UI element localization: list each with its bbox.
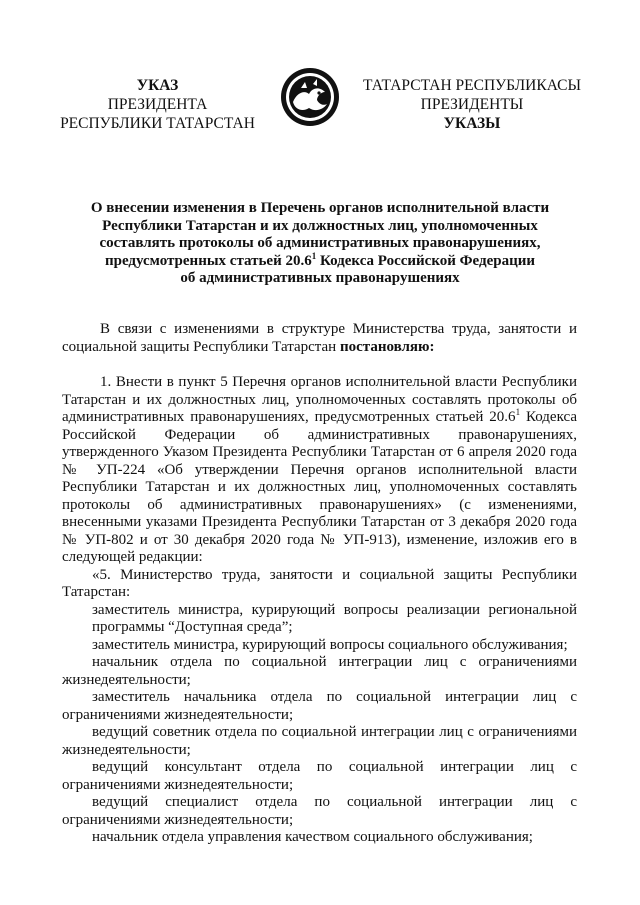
- item-1-paragraph: [62, 374, 577, 567]
- header-right-line-3: УКАЗЫ: [443, 115, 501, 132]
- title-line-5: об административных правонарушениях: [180, 270, 460, 286]
- header-left: [55, 76, 260, 133]
- header-left-line-1: УКАЗ: [136, 77, 179, 94]
- list-item-5: ведущий советник отдела по социальной интеграции лиц с ограничениями жизнедеятельности;: [62, 724, 577, 758]
- list-item-4: заместитель начальника отдела по социальной интеграции лиц с ограничениями жизнедеятельности;: [62, 689, 577, 723]
- intro-text: В связи с изменениями в структуре Министерства труда, занятости и социальной защиты Республики Татарстан: [62, 321, 577, 355]
- header-left-line-2: ПРЕЗИДЕНТА: [107, 96, 208, 113]
- list-item-6: ведущий консультант отдела по социальной интеграции лиц с ограничениями жизнедеятельности;: [62, 759, 577, 793]
- intro-paragraph: [62, 321, 577, 356]
- header-right-line-2: ПРЕЗИДЕНТЫ: [420, 96, 524, 113]
- title-line-3: составлять протоколы об административных правонарушениях,: [99, 235, 541, 251]
- header-left-line-3: РЕСПУБЛИКИ ТАТАРСТАН: [60, 115, 255, 132]
- list-item-8: начальник отдела управления качеством социального обслуживания;: [92, 829, 533, 845]
- title-line-4-b: Кодекса Российской Федерации: [316, 252, 536, 269]
- list-item-7: ведущий специалист отдела по социальной интеграции лиц с ограничениями жизнедеятельности;: [62, 794, 577, 828]
- header-right: [362, 76, 582, 133]
- document-body: [62, 321, 577, 847]
- list-item-0: «5. Министерство труда, занятости и социальной защиты Республики Татарстан:: [62, 566, 577, 600]
- list-item-1: заместитель министра, курирующий вопросы реализации региональной программы “Доступная среда”;: [92, 601, 577, 635]
- document-title: [60, 200, 580, 288]
- title-superscript: 1: [311, 250, 317, 261]
- title-line-1: О внесении изменения в Перечень органов исполнительной власти: [90, 200, 550, 216]
- intro-resolve: постановляю:: [339, 338, 435, 355]
- header-right-line-1: ТАТАРСТАН РЕСПУБЛИКАСЫ: [363, 77, 581, 94]
- item-1-text-b: Кодекса Российской Федерации об административных правонарушениях, утвержденного Указом Президента Республики Татарстан от 6 апреля 2020 года № УП-224 «Об утверждении Перечня органов исполнительной власти Республики Татарстан и их должностных лиц, уполномоченных составлять протоколы об административных правонарушениях» (с изменениями, внесенными указами Президента Республики Татарстан от 3 декабря 2020 года № УП-802 и от 30 декабря 2020 года № УП-913), изменение, изложив его в следующей редакции:: [62, 409, 577, 565]
- item-1-text-a: 1. Внести в пункт 5 Перечня органов исполнительной власти Республики Татарстан и их должностных лиц, уполномоченных составлять протоколы об административных правонарушениях, предусмотренных статьей 20.6: [62, 374, 577, 425]
- title-line-2: Республики Татарстан и их должностных лиц, уполномоченных: [102, 217, 538, 234]
- list-item-2: заместитель министра, курирующий вопросы социального обслуживания;: [92, 636, 568, 653]
- emblem-icon: [279, 66, 341, 128]
- title-line-4-a: предусмотренных статьей 20.6: [104, 252, 312, 269]
- title-line-4: [60, 250, 580, 271]
- list-item-3: начальник отдела по социальной интеграции лиц с ограничениями жизнедеятельности;: [62, 654, 577, 688]
- item-1-superscript: 1: [515, 407, 521, 417]
